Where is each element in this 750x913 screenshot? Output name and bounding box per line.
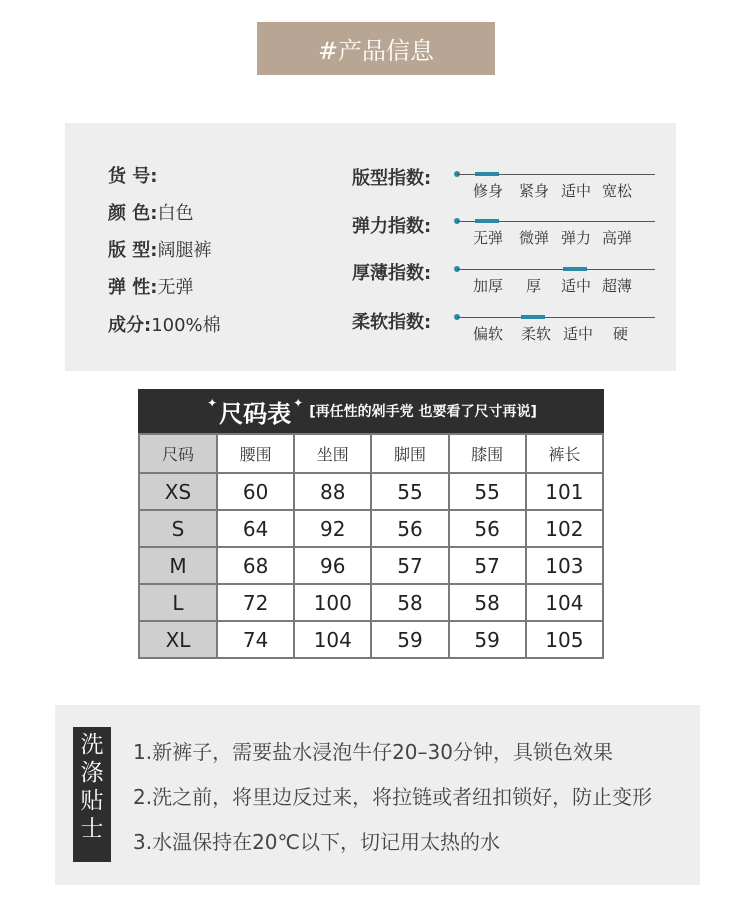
table-cell: 100	[294, 584, 371, 621]
stretch-option: 微弹	[519, 229, 550, 247]
care-tip: 2.洗之前，将里边反过来，将拉链或者纽扣锁好，防止变形	[133, 785, 653, 809]
stretch-index-label: 弹力指数:	[352, 216, 432, 237]
column-header: 坐围	[294, 434, 371, 473]
table-row	[139, 547, 603, 584]
table-cell: 55	[449, 473, 526, 510]
size-chart-header	[138, 389, 604, 433]
table-cell: 64	[217, 510, 294, 547]
table-cell: 56	[449, 510, 526, 547]
stretch-index-marker	[475, 219, 499, 223]
attr-fit: 版 型:阔腿裤	[108, 240, 212, 261]
fit-index-marker	[475, 172, 499, 176]
sparkle-icon: ✦	[293, 396, 304, 410]
size-cell: XS	[139, 473, 217, 510]
fit-option: 适中	[561, 182, 592, 200]
size-table	[138, 433, 604, 659]
column-header: 膝围	[449, 434, 526, 473]
column-header: 尺码	[139, 434, 217, 473]
thickness-option: 超薄	[602, 277, 633, 295]
attr-elasticity: 弹 性:无弹	[108, 277, 194, 298]
table-row	[139, 584, 603, 621]
softness-index-label: 柔软指数:	[352, 312, 432, 333]
table-cell: 88	[294, 473, 371, 510]
table-cell: 57	[371, 547, 448, 584]
section-title: #产品信息	[317, 37, 435, 65]
table-cell: 92	[294, 510, 371, 547]
care-tip: 3.水温保持在20℃以下，切记用太热的水	[133, 830, 500, 854]
stretch-option: 无弹	[473, 229, 504, 247]
table-header-row	[139, 434, 603, 473]
table-cell: 56	[371, 510, 448, 547]
size-cell: M	[139, 547, 217, 584]
column-header: 腰围	[217, 434, 294, 473]
softness-index-scale	[457, 317, 655, 318]
table-cell: 59	[449, 621, 526, 658]
care-tip: 1.新裤子，需要盐水浸泡牛仔20–30分钟，具锁色效果	[133, 740, 613, 764]
thickness-index-scale	[457, 269, 655, 270]
table-cell: 102	[526, 510, 603, 547]
washing-tips-tag	[73, 727, 111, 862]
thickness-option: 加厚	[473, 277, 504, 295]
table-cell: 68	[217, 547, 294, 584]
attr-item-number: 货 号:	[108, 166, 158, 187]
tag-char: 涤	[80, 760, 104, 786]
fit-option: 修身	[473, 182, 504, 200]
table-cell: 104	[526, 584, 603, 621]
size-chart	[138, 389, 604, 659]
size-cell: L	[139, 584, 217, 621]
size-cell: XL	[139, 621, 217, 658]
washing-tips-panel	[55, 705, 700, 885]
table-row	[139, 473, 603, 510]
size-chart-subtitle: [再任性的剁手党 也要看了尺寸再说]	[309, 404, 537, 420]
table-cell: 96	[294, 547, 371, 584]
table-cell: 104	[294, 621, 371, 658]
fit-index-label: 版型指数:	[352, 168, 432, 189]
fit-option: 紧身	[519, 182, 550, 200]
size-cell: S	[139, 510, 217, 547]
table-cell: 101	[526, 473, 603, 510]
product-info-panel	[65, 123, 676, 371]
tag-char: 洗	[80, 732, 104, 758]
stretch-option: 高弹	[602, 229, 633, 247]
fit-option: 宽松	[602, 182, 633, 200]
table-cell: 58	[371, 584, 448, 621]
stretch-option: 弹力	[561, 229, 592, 247]
thickness-option: 适中	[561, 277, 592, 295]
attr-color: 颜 色:白色	[108, 203, 194, 224]
table-row	[139, 510, 603, 547]
table-cell: 57	[449, 547, 526, 584]
table-cell: 105	[526, 621, 603, 658]
tag-char: 士	[80, 816, 104, 842]
softness-option: 适中	[563, 325, 594, 343]
softness-option: 硬	[613, 325, 629, 343]
softness-index-marker	[521, 315, 545, 319]
softness-option: 偏软	[473, 325, 504, 343]
table-cell: 58	[449, 584, 526, 621]
column-header: 脚围	[371, 434, 448, 473]
table-cell: 59	[371, 621, 448, 658]
table-cell: 55	[371, 473, 448, 510]
sparkle-icon: ✦	[207, 396, 218, 410]
column-header: 裤长	[526, 434, 603, 473]
table-cell: 103	[526, 547, 603, 584]
section-title-banner	[257, 22, 495, 75]
table-cell: 60	[217, 473, 294, 510]
thickness-option: 厚	[526, 277, 542, 295]
attr-material: 成分:100%棉	[108, 315, 221, 336]
size-chart-title: 尺码表	[219, 399, 292, 428]
thickness-index-marker	[563, 267, 587, 271]
table-row	[139, 621, 603, 658]
table-cell: 74	[217, 621, 294, 658]
thickness-index-label: 厚薄指数:	[352, 263, 432, 284]
tag-char: 贴	[80, 788, 104, 814]
softness-option: 柔软	[521, 325, 552, 343]
table-cell: 72	[217, 584, 294, 621]
